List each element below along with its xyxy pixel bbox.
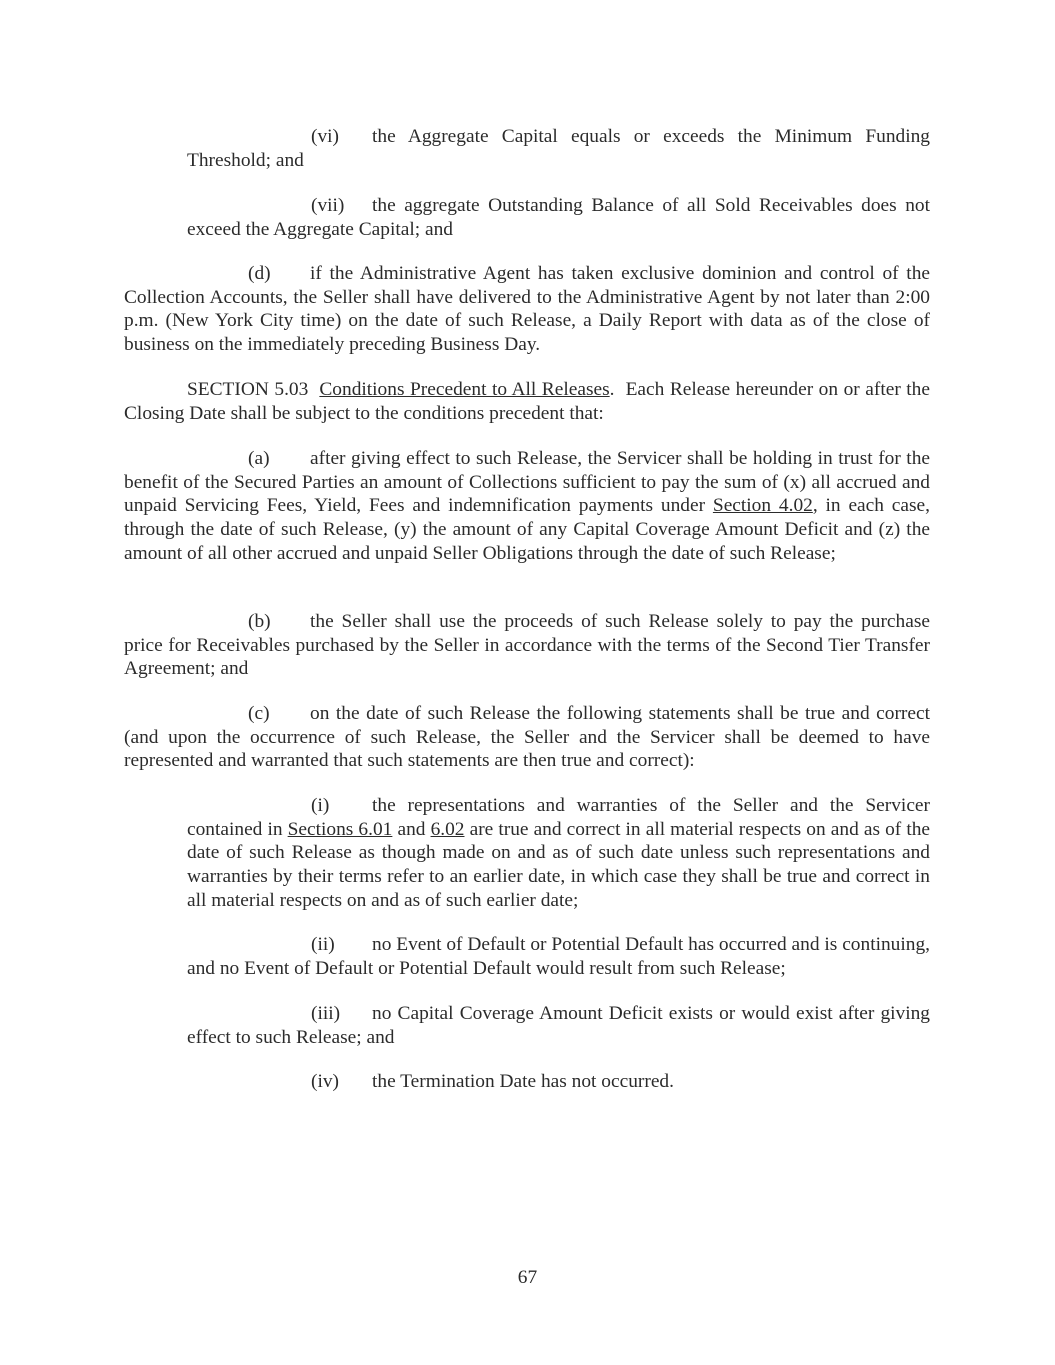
clause-text: on the date of such Release the following statements shall be true and correct (and upon the occurrence of such Release, the Seller and the Servicer shall be deemed to have represented and warranted that such statements are then true and correct): bbox=[124, 703, 930, 772]
section-5-03 bbox=[124, 378, 930, 425]
clause-a bbox=[124, 447, 930, 566]
clause-text: the Seller shall use the proceeds of such Release solely to pay the purchase price for Receivables purchased by the Seller in accordance with the terms of the Second Tier Transfer Agreement; and bbox=[124, 611, 930, 680]
clause-label: (b) bbox=[248, 611, 271, 632]
clause-label: (iii) bbox=[311, 1003, 341, 1024]
section-heading-period: . bbox=[609, 379, 615, 400]
clause-text: no Event of Default or Potential Default has occurred and is continuing, and no Event of Default or Potential Default would result from such Release; bbox=[187, 934, 930, 979]
section-reference-link: Section 4.02 bbox=[712, 495, 813, 517]
clause-vii bbox=[187, 194, 930, 241]
clause-label: (iv) bbox=[311, 1071, 339, 1092]
clause-text: the representations and warranties of the Seller and the Servicer contained in bbox=[187, 795, 930, 840]
clause-label: (ii) bbox=[311, 934, 335, 955]
clause-text-cont: are true and correct in all material respects on and as of the date of such Release as though made on and as of such date unless such representations and warranties by their terms refer to an earlier date, in which case they shall be true and correct in all material respects on and as of such earlier date; bbox=[187, 818, 931, 911]
clause-iv bbox=[187, 1070, 930, 1094]
clause-text: after giving effect to such Release, the Servicer shall be holding in trust for the benefit of the Secured Parties an amount of Collections sufficient to pay the sum of (x) all accrued and unpaid Servicing Fees, Yield, Fees and indemnification payments under bbox=[124, 448, 930, 517]
clause-ii bbox=[187, 933, 930, 980]
clause-i bbox=[187, 794, 930, 913]
clause-label: (a) bbox=[248, 448, 270, 469]
clause-d bbox=[124, 262, 930, 357]
section-number: SECTION 5.03 bbox=[187, 379, 309, 400]
page-number: 67 bbox=[517, 1267, 538, 1288]
clause-label: (vii) bbox=[311, 195, 345, 216]
section-reference-link: Sections 6.01 bbox=[287, 818, 393, 840]
clause-text-and: and bbox=[397, 818, 426, 840]
clause-label: (d) bbox=[248, 263, 271, 284]
clause-label: (i) bbox=[311, 795, 330, 816]
clause-text: no Capital Coverage Amount Deficit exists or would exist after giving effect to such Release; and bbox=[187, 1003, 930, 1048]
clause-text: the Aggregate Capital equals or exceeds the Minimum Funding Threshold; and bbox=[187, 126, 930, 171]
section-text: Each Release hereunder on or after the Closing Date shall be subject to the conditions precedent that: bbox=[124, 379, 930, 424]
clause-text: the aggregate Outstanding Balance of all Sold Receivables does not exceed the Aggregate Capital; and bbox=[187, 195, 930, 240]
clause-label: (vi) bbox=[311, 126, 339, 147]
clause-text-cont: , in each case, through the date of such Release, (y) the amount of any Capital Coverage Amount Deficit and (z) the amount of all other accrued and unpaid Seller Obligations through the date of such Release; bbox=[124, 495, 930, 564]
clause-c bbox=[124, 702, 930, 773]
clause-vi bbox=[187, 125, 930, 172]
section-reference-link: 6.02 bbox=[430, 818, 465, 840]
clause-b bbox=[124, 610, 930, 681]
section-heading: Conditions Precedent to All Releases bbox=[319, 379, 610, 400]
clause-text: if the Administrative Agent has taken exclusive dominion and control of the Collection Accounts, the Seller shall have delivered to the Administrative Agent by not later than 2:00 p.m. (New York City time) on the date of such Release, a Daily Report with data as of the close of business on the immediately preceding Business Day. bbox=[124, 263, 930, 356]
clause-iii bbox=[187, 1002, 930, 1049]
clause-label: (c) bbox=[248, 703, 270, 724]
clause-text: the Termination Date has not occurred. bbox=[372, 1071, 674, 1092]
